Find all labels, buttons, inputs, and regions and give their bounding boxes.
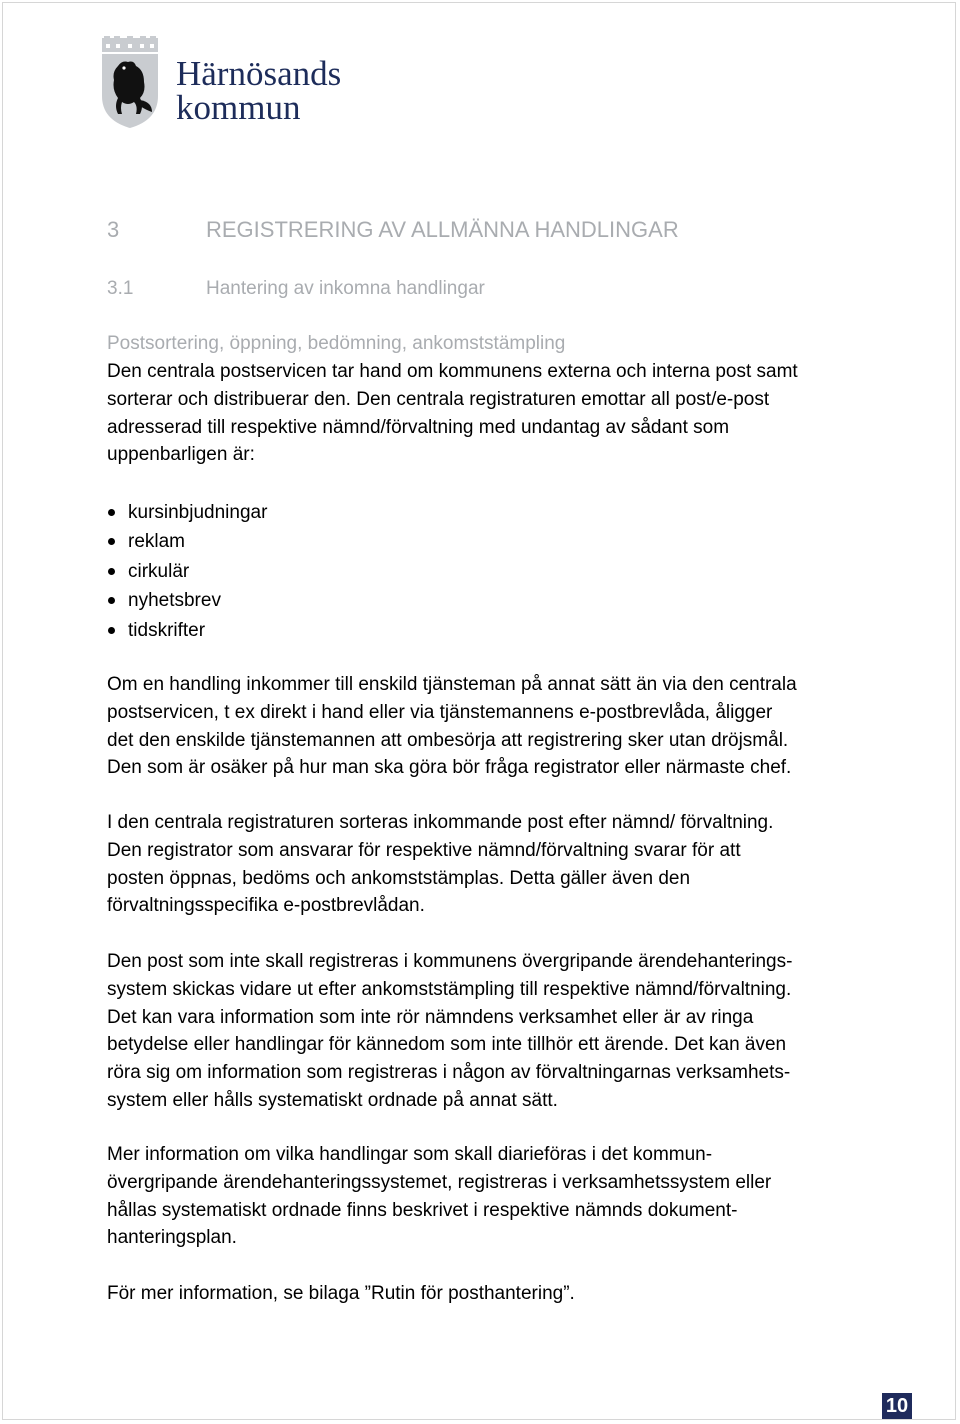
- list-item-label: tidskrifter: [128, 619, 206, 641]
- logo-name-line2: kommun: [176, 88, 301, 127]
- paragraph-line: Mer information om vilka handlingar som skall diarieföras i det kommun-: [107, 1144, 713, 1165]
- paragraph-line: sorterar och distribuerar den. Den centrala registraturen emottar all post/e-post: [107, 388, 770, 410]
- paragraph-line: hållas systematiskt ordnade finns beskrivet i respektive nämnds dokument-: [107, 1199, 738, 1221]
- list-item-label: reklam: [128, 531, 186, 553]
- paragraph-line: posten öppnas, bedöms och ankomststämplas. Detta gäller även den: [107, 867, 691, 889]
- logo: [100, 36, 370, 136]
- paragraph-6: [107, 1280, 887, 1308]
- paragraph-line: adresserad till respektive nämnd/förvaltning med undantag av sådant som: [107, 416, 730, 438]
- paragraph-line: Om en handling inkommer till enskild tjänsteman på annat sätt än via den centrala: [107, 674, 797, 695]
- paragraph-line: det den enskilde tjänstemannen att ombesörja att registrering sker utan dröjsmål.: [107, 729, 789, 751]
- subheading: Postsortering, öppning, bedömning, ankomststämpling: [107, 333, 566, 354]
- list-item-label: nyhetsbrev: [128, 590, 221, 612]
- list-item-label: kursinbjudningar: [128, 502, 268, 523]
- logo-name-line1: Härnösands: [176, 54, 342, 93]
- paragraph-line: system skickas vidare ut efter ankomststämpling till respektive nämnd/förvaltning.: [107, 978, 792, 1000]
- paragraph-line: uppenbarligen är:: [107, 444, 255, 466]
- paragraph-line: system eller hålls systematiskt ordnade på annat sätt.: [107, 1089, 558, 1111]
- bullet-icon: [108, 509, 115, 516]
- paragraph-line: Den post som inte skall registreras i kommunens övergripande ärendehanterings-: [107, 951, 793, 972]
- subsection-title: Hantering av inkomna handlingar: [206, 278, 485, 299]
- paragraph-4: [107, 948, 887, 1115]
- list-item: [107, 498, 267, 527]
- coat-of-arms-bear-icon: [100, 36, 160, 128]
- list-item: [107, 557, 267, 586]
- paragraph-line: Den som är osäker på hur man ska göra bör fråga registrator eller närmaste chef.: [107, 757, 792, 779]
- section-number: 3: [107, 217, 120, 242]
- paragraph-line: I den centrala registraturen sorteras inkommande post efter nämnd/ förvaltning.: [107, 812, 774, 833]
- paragraph-line: röra sig om information som registreras i någon av förvaltningarnas verksamhets-: [107, 1062, 791, 1084]
- paragraph-line: förvaltningsspecifika e-postbrevlådan.: [107, 895, 425, 917]
- list-item-label: cirkulär: [128, 560, 190, 582]
- paragraph-line: För mer information, se bilaga ”Rutin för posthantering”.: [107, 1283, 575, 1304]
- section-title: REGISTRERING AV ALLMÄNNA HANDLINGAR: [206, 217, 679, 242]
- list-item: [107, 527, 267, 556]
- list-item: [107, 616, 267, 645]
- section-heading: [107, 216, 679, 244]
- subsection-number: 3.1: [107, 278, 134, 299]
- paragraph-line: Den centrala postservicen tar hand om kommunens externa och interna post samt: [107, 361, 798, 382]
- list-item: [107, 586, 267, 615]
- paragraph-5: [107, 1141, 887, 1252]
- paragraph-line: Det kan vara information som inte rör nämndens verksamhet eller är av ringa: [107, 1006, 754, 1028]
- paragraph-line: betydelse eller handlingar för kännedom som inte tillhör ett ärende. Det kan även: [107, 1034, 787, 1056]
- paragraph-3: [107, 809, 887, 920]
- subsection-heading: [107, 276, 485, 302]
- bullet-icon: [108, 627, 115, 634]
- paragraph-line: postservicen, t ex direkt i hand eller via tjänstemannens e-postbrevlåda, åligger: [107, 701, 773, 723]
- page-number-badge: 10: [882, 1393, 912, 1419]
- paragraph-line: Den registrator som ansvarar för respektive nämnd/förvaltning svarar för att: [107, 839, 741, 861]
- bullet-list: [107, 498, 267, 645]
- bullet-icon: [108, 597, 115, 604]
- paragraph-line: övergripande ärendehanteringssystemet, registreras i verksamhetssystem eller: [107, 1171, 772, 1193]
- paragraph-2: [107, 671, 887, 782]
- paragraph-line: hanteringsplan.: [107, 1227, 237, 1249]
- paragraph-1: [107, 358, 887, 469]
- bullet-icon: [108, 538, 115, 545]
- bullet-icon: [108, 568, 115, 575]
